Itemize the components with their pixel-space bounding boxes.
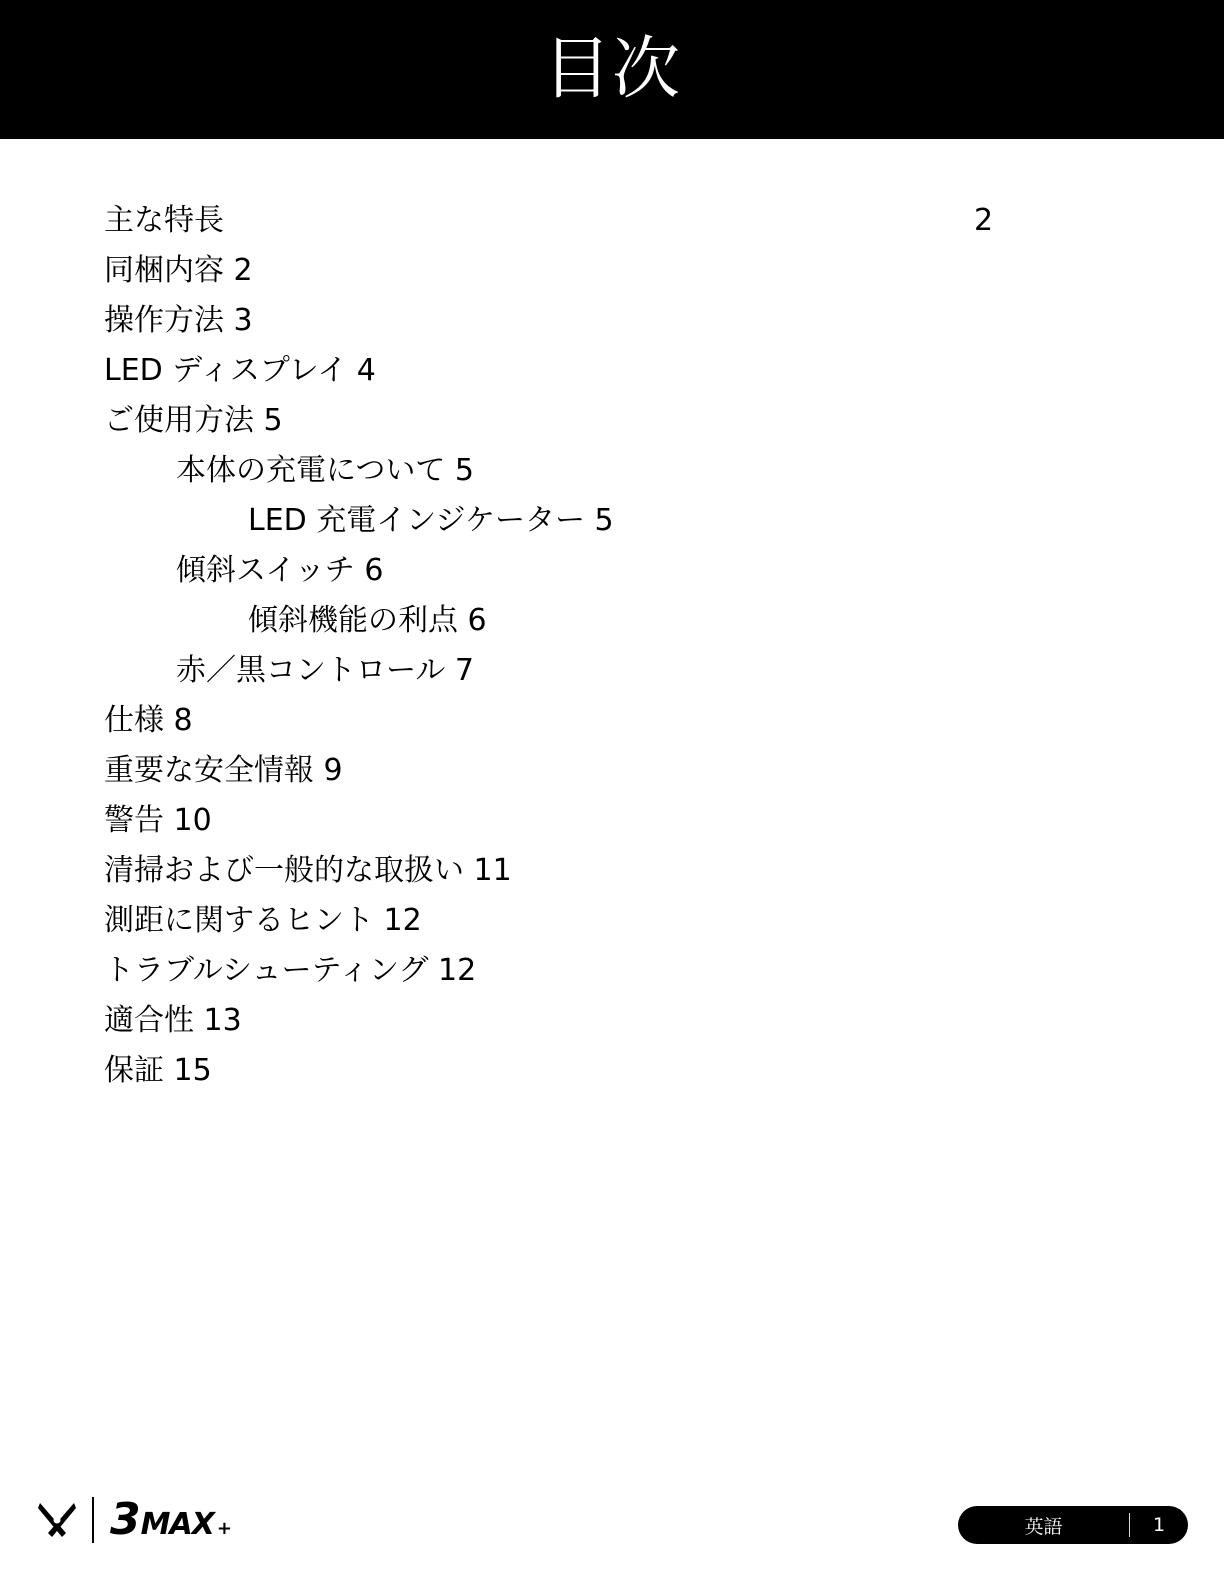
toc-entry-label: ご使用方法 5 [104,403,283,438]
logo-3: 3 [110,1494,140,1545]
toc-entry-label: LED 充電インジケーター 5 [248,503,614,538]
toc-entry[interactable] [104,246,1120,296]
table-of-contents [104,196,1120,1096]
logo-divider [92,1497,94,1543]
page-title: 目次 [542,29,681,109]
pill-divider [1129,1513,1130,1537]
toc-entry[interactable] [104,346,1120,396]
toc-entry-label: 同梱内容 2 [104,253,253,288]
toc-entry[interactable] [104,1046,1120,1096]
toc-entry[interactable] [104,846,1120,896]
toc-entry[interactable] [104,796,1120,846]
toc-entry[interactable] [104,296,1120,346]
toc-entry-label: トラブルシューティング 12 [104,953,477,988]
toc-entry[interactable] [104,646,1120,696]
toc-entry-label: 測距に関するヒント 12 [104,903,422,938]
page-header-band [0,0,1224,139]
page-number: 1 [1152,1514,1166,1536]
toc-entry-label: 赤／黒コントロール 7 [176,653,475,688]
toc-entry[interactable] [104,546,1120,596]
toc-entry-page: 2 [974,203,994,238]
toc-entry-label: 重要な安全情報 9 [104,753,343,788]
toc-entry-label: 適合性 13 [104,1003,242,1038]
logo-max: MAX [140,1507,214,1542]
brand-logo [36,1496,232,1544]
toc-entry-label: 清掃および一般的な取扱い 11 [104,853,512,888]
page-indicator-pill [958,1506,1188,1544]
toc-entry[interactable] [104,496,1120,546]
toc-entry-label: 傾斜スイッチ 6 [176,553,384,588]
toc-entry[interactable] [104,696,1120,746]
toc-entry[interactable] [104,746,1120,796]
page-footer [0,1464,1224,1584]
toc-entry-label: 警告 10 [104,803,212,838]
toc-entry[interactable] [104,396,1120,446]
toc-entry-label: 傾斜機能の利点 6 [248,603,487,638]
toc-entry-label: LED ディスプレイ 4 [104,353,376,388]
toc-entry-label: 保証 15 [104,1053,212,1088]
toc-entry[interactable] [104,196,1120,246]
toc-entry-label: 本体の充電について 5 [176,453,475,488]
toc-entry[interactable] [104,446,1120,496]
logo-plus: + [216,1518,232,1539]
language-label: 英語 [1024,1515,1063,1538]
toc-entry[interactable] [104,596,1120,646]
toc-entry-label: 仕様 8 [104,703,193,738]
toc-entry-label: 操作方法 3 [104,303,253,338]
toc-entry[interactable] [104,996,1120,1046]
toc-entry[interactable] [104,946,1120,996]
toc-entry[interactable] [104,896,1120,946]
crossed-tools-icon [36,1500,78,1540]
logo-wordmark [110,1494,232,1545]
toc-entry-label: 主な特長 [104,203,224,238]
